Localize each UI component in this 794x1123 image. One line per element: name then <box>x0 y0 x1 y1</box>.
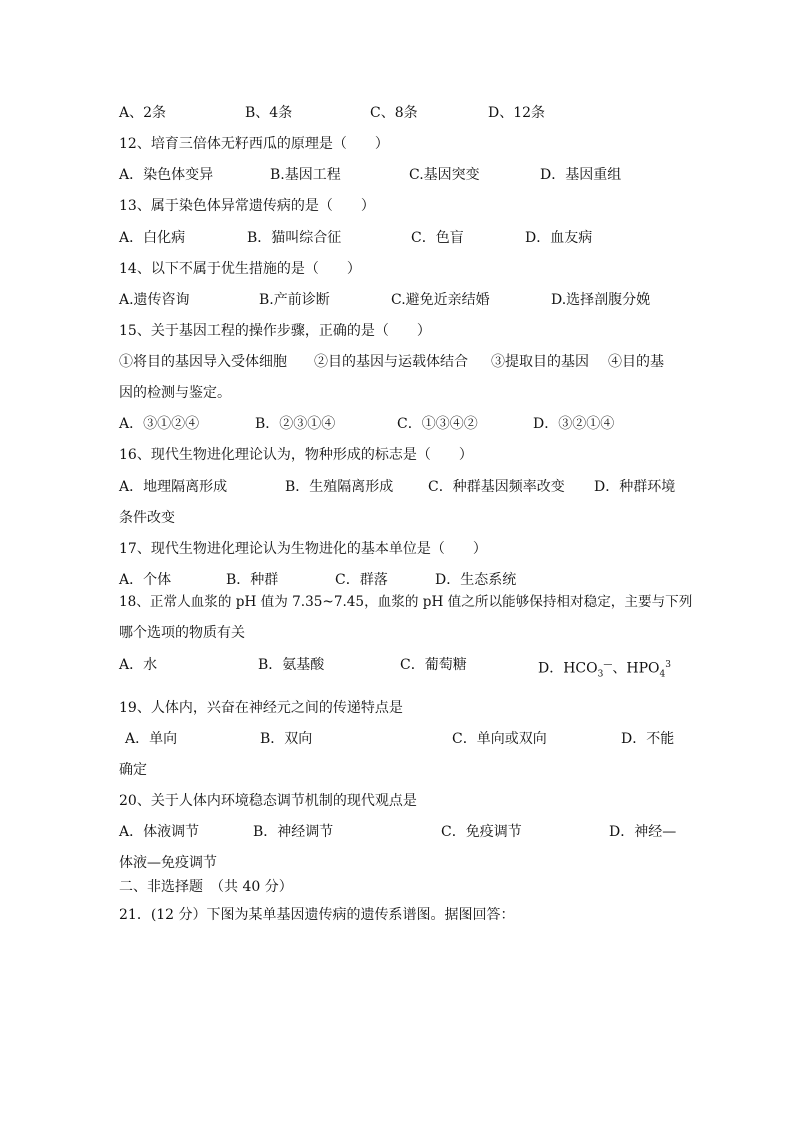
q16-cont: 条件改变 <box>119 510 175 526</box>
q13-option-c: C．色盲 <box>411 230 464 246</box>
q18-option-d-sub1: 3 <box>597 669 604 680</box>
q18-option-d-sup2: 3 <box>665 660 671 670</box>
q15-option-b: B．②③①④ <box>255 416 336 432</box>
q19-option-b: B．双向 <box>260 731 313 747</box>
q16-option-b: B．生殖隔离形成 <box>285 479 394 495</box>
q17-option-b: B．种群 <box>226 572 279 588</box>
q14-option-d: D.选择剖腹分娩 <box>551 292 651 308</box>
q20-cont: 体液—免疫调节 <box>119 855 217 871</box>
q19-option-c: C．单向或双向 <box>452 731 547 747</box>
q19-option-d: D．不能 <box>621 731 675 747</box>
q15-steps-cont: 因的检测与鉴定。 <box>119 385 231 401</box>
q12-option-d: D．基因重组 <box>540 167 622 183</box>
q21-stem: 21．(12 分）下图为某单基因遗传病的遗传系谱图。据图回答： <box>119 907 515 923</box>
section-title: 二、非选择题 （共 40 分） <box>119 879 293 895</box>
q18-option-d-prefix: D．HCO <box>538 660 598 677</box>
q18-option-d-sup1: — <box>603 660 613 670</box>
q19-options <box>119 729 679 749</box>
q11-option-b: B、4条 <box>245 105 293 121</box>
q12-option-b: B.基因工程 <box>270 167 341 183</box>
q18-stem: 18、正常人血浆的 pH 值为 7.35~7.45，血浆的 pH 值之所以能够保持相对稳定，主要与下列 <box>119 594 693 610</box>
q18-option-b: B．氨基酸 <box>258 657 325 673</box>
q12-stem: 12、培育三倍体无籽西瓜的原理是（ ） <box>119 136 389 152</box>
q13-option-d: D．血友病 <box>525 230 593 246</box>
q14-option-c: C.避免近亲结婚 <box>391 292 490 308</box>
q17-option-d: D．生态系统 <box>435 572 517 588</box>
q15-option-d: D．③②①④ <box>533 416 615 432</box>
q18-stem-cont: 哪个选项的物质有关 <box>119 625 245 641</box>
q17-option-c: C．群落 <box>335 572 388 588</box>
q11-option-d: D、12条 <box>488 105 546 121</box>
q11-options <box>119 103 679 123</box>
q13-option-a: A．白化病 <box>119 230 186 246</box>
q17-option-a: A．个体 <box>119 572 172 588</box>
q11-option-a: A、2条 <box>119 105 167 121</box>
q20-option-c: C．免疫调节 <box>441 824 522 840</box>
q19-stem: 19、人体内，兴奋在神经元之间的传递特点是 <box>119 700 403 716</box>
q14-option-a: A.遗传咨询 <box>119 292 190 308</box>
q15-option-c: C．①③④② <box>397 416 478 432</box>
q11-option-c: C、8条 <box>370 105 418 121</box>
q18-option-d-sub2: 4 <box>659 669 666 680</box>
q15-option-a: A．③①②④ <box>119 416 200 432</box>
q13-options <box>119 228 679 248</box>
q18-option-a: A．水 <box>119 657 158 673</box>
q18-option-c: C．葡萄糖 <box>400 657 467 673</box>
q16-option-a: A．地理隔离形成 <box>119 479 228 495</box>
q14-option-b: B.产前诊断 <box>259 292 330 308</box>
q16-option-d: D．种群环境 <box>594 479 676 495</box>
q18-option-d-mid: 、HPO <box>612 660 660 677</box>
q15-options <box>119 414 679 434</box>
q15-step-4: ④目的基 <box>608 354 664 370</box>
q17-stem: 17、现代生物进化理论认为生物进化的基本单位是（ ） <box>119 541 487 557</box>
q20-option-a: A．体液调节 <box>119 824 200 840</box>
q15-step-2: ②目的基因与运载体结合 <box>314 354 468 370</box>
q12-options <box>119 165 679 185</box>
q12-option-c: C.基因突变 <box>409 167 480 183</box>
q12-option-a: A．染色体变异 <box>119 167 214 183</box>
q20-option-d: D．神经— <box>609 824 677 840</box>
q18-option-d <box>538 655 671 684</box>
q13-stem: 13、属于染色体异常遗传病的是（ ） <box>119 198 375 214</box>
q18-options <box>119 655 679 680</box>
q14-options <box>119 290 679 310</box>
q20-option-b: B．神经调节 <box>253 824 334 840</box>
q19-cont: 确定 <box>119 762 147 778</box>
q15-stem: 15、关于基因工程的操作步骤，正确的是（ ） <box>119 323 431 339</box>
q15-step-1: ①将目的基因导入受体细胞 <box>119 354 287 370</box>
q20-options <box>119 822 679 842</box>
q15-steps <box>119 352 679 372</box>
q20-stem: 20、关于人体内环境稳态调节机制的现代观点是 <box>119 793 417 809</box>
q17-options <box>119 570 679 590</box>
q16-stem: 16、现代生物进化理论认为，物种形成的标志是（ ） <box>119 447 473 463</box>
q14-stem: 14、以下不属于优生措施的是（ ） <box>119 261 361 277</box>
q16-options <box>119 477 679 497</box>
q15-step-3: ③提取目的基因 <box>491 354 589 370</box>
q16-option-c: C．种群基因频率改变 <box>428 479 565 495</box>
q19-option-a: A．单向 <box>125 731 178 747</box>
q13-option-b: B．猫叫综合征 <box>247 230 342 246</box>
